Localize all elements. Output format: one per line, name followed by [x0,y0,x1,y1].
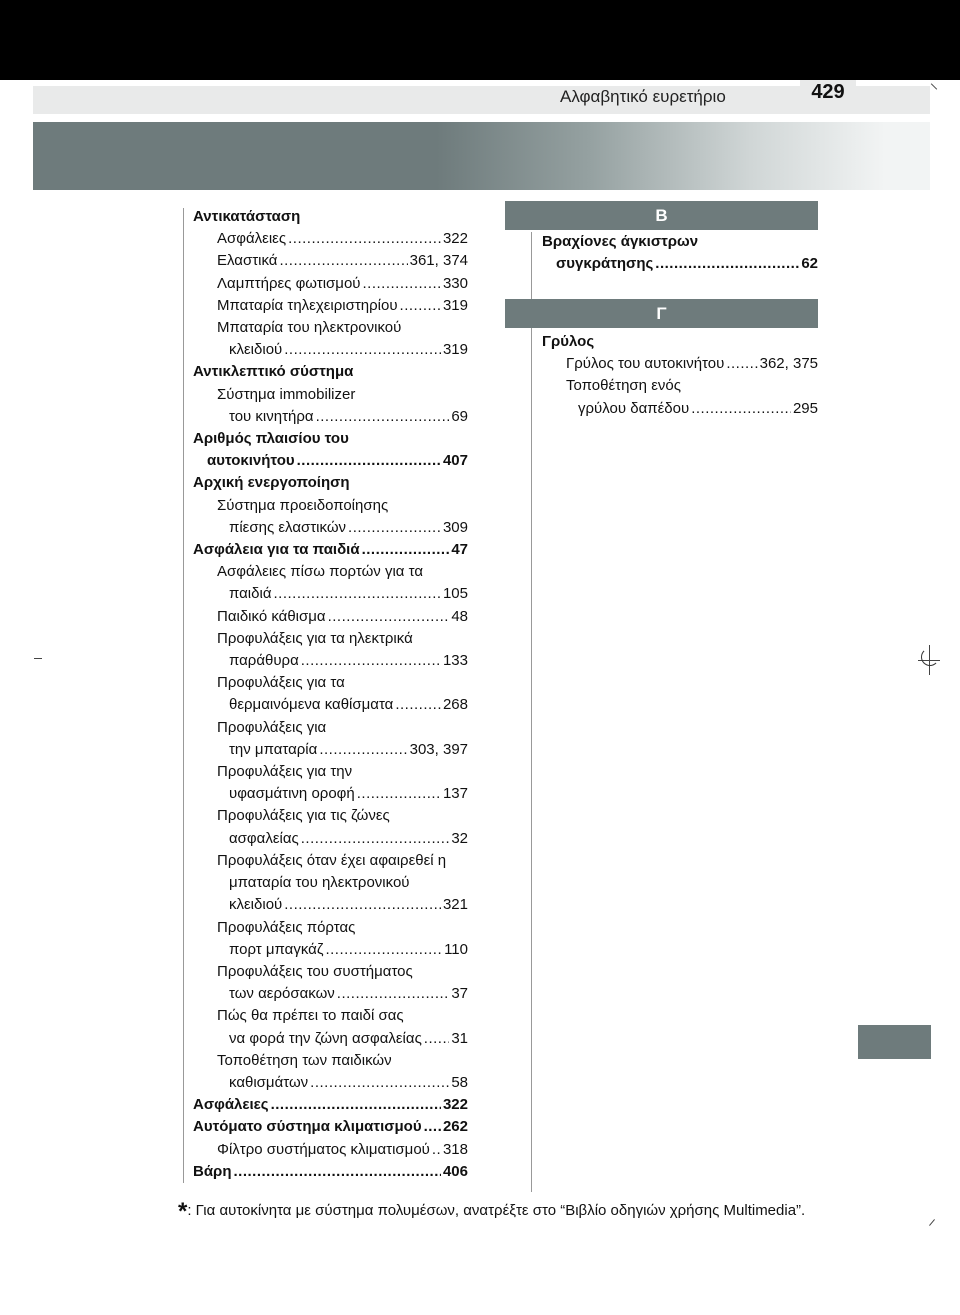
index-entry-text: την μπαταρία [229,740,318,758]
index-entry-text: Βάρη [193,1162,232,1180]
index-entry [193,539,468,561]
index-entry [542,231,818,253]
index-entry-page: 362, 375 [759,355,818,373]
index-entry [229,939,468,961]
index-entry-text: Αυτόματο σύστημα κλιματισμού [193,1118,422,1136]
index-entry [193,1161,468,1183]
index-entry-page: 406 [442,1162,468,1180]
index-entry-page: 268 [442,696,468,714]
index-entry-page: 322 [442,1096,468,1114]
index-entry-page: 321 [442,896,468,914]
crop-mark [929,1219,935,1226]
index-entry [217,961,468,983]
index-entry-text: ασφαλείας [229,829,299,847]
index-entry [229,1028,468,1050]
index-entry-page: 295 [792,399,818,417]
index-entry [217,384,468,406]
index-column-1 [193,206,468,1183]
index-entry [217,917,468,939]
dot-leader [424,1028,450,1050]
index-entry [217,1139,468,1161]
index-entry-text: αυτοκινήτου [207,452,295,470]
index-entry-text: κλειδιού [229,896,283,914]
index-entry-text: Τοποθέτηση ενός [566,377,681,395]
index-entry-page: 31 [451,1029,468,1047]
dot-leader [726,353,757,375]
index-entry-text: Αντικλεπτικό σύστημα [193,363,354,381]
index-entry-text: Ασφάλειες πίσω πορτών για τα [217,563,424,581]
index-entry-text: Ασφάλειες [193,1096,269,1114]
index-entry [229,872,468,894]
index-entry [542,331,818,353]
index-entry [229,650,468,672]
index-entry [217,295,468,317]
page-number: 429 [800,80,856,106]
dot-leader [274,583,441,605]
dot-leader [348,517,441,539]
index-entry-text: να φορά την ζώνη ασφαλείας [229,1029,422,1047]
index-entry-text: καθισμάτων [229,1073,309,1091]
footnote-text: : Για αυτοκίνητα με σύστημα πολυμέσων, ανατρέξτε στο “Βιβλίο οδηγιών χρήσης Multimedia”. [187,1202,806,1219]
index-entry-page: 47 [451,541,468,559]
index-entry-text: Γρύλος του αυτοκινήτου [566,355,725,373]
column-divider-left [183,208,184,1183]
crop-mark [931,83,937,89]
dot-leader [310,1072,449,1094]
index-entry-text: παράθυρα [229,652,299,670]
index-entry [229,983,468,1005]
dot-leader [432,1139,441,1161]
index-entry [207,450,468,472]
index-entry-text: Λαμπτήρες φωτισμού [217,274,361,292]
side-thumb-tab [858,1025,931,1059]
index-entry [217,495,468,517]
index-entry-text: υφασμάτινη οροφή [229,785,355,803]
dot-leader [279,250,407,272]
index-entry [229,694,468,716]
index-entry-page: 105 [442,585,468,603]
index-entry-text: Μπαταρία του ηλεκτρονικού [217,319,402,337]
index-entry-text: Σύστημα immobilizer [217,385,356,403]
footnote-marker: * [178,1198,188,1225]
footnote [178,1198,805,1226]
dot-leader [362,539,450,561]
index-entry [217,250,468,272]
index-entry [193,428,468,450]
index-entry-page: 330 [442,274,468,292]
column-divider-right [531,232,532,1192]
dot-leader [301,828,450,850]
dot-leader [271,1094,441,1116]
index-entry-text: Προφυλάξεις για τα ηλεκτρικά [217,629,413,647]
index-entry-text: Προφυλάξεις όταν έχει αφαιρεθεί η [217,851,447,869]
index-entry-text: Παιδικό κάθισμα [217,607,326,625]
index-entry-page: 133 [442,652,468,670]
dot-leader [301,650,441,672]
index-entry [217,1005,468,1027]
index-entry [193,472,468,494]
dot-leader [234,1161,441,1183]
index-entry [229,339,468,361]
index-entry-text: Τοποθέτηση των παιδικών [217,1051,392,1069]
index-entry [193,1116,468,1138]
index-entry-text: Αντικατάσταση [193,208,301,225]
page-title: Αλφαβητικό ευρετήριο [560,87,726,106]
index-entry-text: Προφυλάξεις για την [217,763,353,781]
top-black-bar [0,0,960,80]
index-entry [217,628,468,650]
index-entry [229,739,468,761]
index-entry-text: Προφυλάξεις για [217,718,327,736]
index-entry [193,1094,468,1116]
dot-leader [363,273,441,295]
section-banner [33,122,930,190]
index-entry-text: παιδιά [229,585,272,603]
index-entry-text: Μπαταρία τηλεχειριστηρίου [217,296,398,314]
index-entry [217,228,468,250]
index-entry-text: γρύλου δαπέδου [578,399,690,417]
index-entry [229,1072,468,1094]
dot-leader [400,295,441,317]
index-section-beta [542,231,818,275]
section-letter-beta: Β [505,201,818,230]
index-entry-page: 319 [442,296,468,314]
index-entry-text: Προφυλάξεις για τα [217,674,345,692]
index-entry [229,783,468,805]
index-entry [217,717,468,739]
index-entry-text: Ασφάλεια για τα παιδιά [193,541,360,559]
index-entry-text: Αριθμός πλαισίου του [193,430,349,448]
index-entry-text: πορτ μπαγκάζ [229,940,324,958]
dot-leader [395,694,441,716]
index-entry-page: 262 [442,1118,468,1136]
index-entry-page: 361, 374 [409,252,468,270]
index-entry [229,894,468,916]
index-entry-page: 48 [451,607,468,625]
dot-leader [655,253,799,275]
dot-leader [325,939,442,961]
index-entry-page: 137 [442,785,468,803]
index-section-gamma [542,331,818,420]
index-entry-text: των αερόσακων [229,985,335,1003]
index-entry-page: 407 [442,452,468,470]
index-entry-page: 309 [442,518,468,536]
index-entry-text: Φίλτρο συστήματος κλιματισμού [217,1140,430,1158]
dot-leader [297,450,441,472]
dot-leader [691,398,791,420]
header-strip [33,86,930,114]
dot-leader [337,983,450,1005]
index-entry-text: Προφυλάξεις για τις ζώνες [217,807,390,825]
index-entry-text: Ασφάλειες [217,230,287,248]
registration-mark [921,648,939,666]
index-entry-page: 58 [451,1073,468,1091]
dot-leader [288,228,441,250]
index-entry-text: Προφυλάξεις του συστήματος [217,962,413,980]
index-entry [217,1050,468,1072]
index-entry [217,805,468,827]
section-letter-gamma: Γ [505,299,818,328]
index-entry [217,561,468,583]
dot-leader [316,406,450,428]
index-entry-page: 37 [451,985,468,1003]
index-entry [193,206,468,228]
index-entry-text: του κινητήρα [229,407,314,425]
dot-leader [319,739,407,761]
dot-leader [284,894,441,916]
index-entry [566,353,818,375]
index-entry-text: μπαταρία του ηλεκτρονικού [229,874,410,892]
index-entry [217,850,468,872]
index-entry-text: πίεσης ελαστικών [229,518,347,536]
index-entry-text: συγκράτησης [556,255,654,273]
index-entry-page: 322 [442,230,468,248]
index-entry-text: κλειδιού [229,341,283,359]
index-entry-page: 318 [442,1140,468,1158]
index-entry [578,398,818,420]
dot-leader [284,339,441,361]
index-entry-page: 319 [442,341,468,359]
dot-leader [357,783,441,805]
index-entry-text: Αρχική ενεργοποίηση [193,474,350,492]
index-entry [217,606,468,628]
index-entry-text: Σύστημα προειδοποίησης [217,496,389,514]
crop-mark [34,658,42,659]
index-entry [229,583,468,605]
index-entry-page: 62 [801,255,818,273]
dot-leader [328,606,450,628]
index-entry [217,672,468,694]
index-entry-page: 32 [451,829,468,847]
index-entry-text: Γρύλος [542,333,595,350]
index-entry-page: 69 [451,407,468,425]
index-entry [229,828,468,850]
index-entry [566,375,818,397]
index-entry-page: 303, 397 [409,740,468,758]
index-entry [229,517,468,539]
index-entry-text: Προφυλάξεις πόρτας [217,918,356,936]
index-entry [229,406,468,428]
index-entry [556,253,818,275]
index-entry [193,361,468,383]
index-entry-text: θερμαινόμενα καθίσματα [229,696,394,714]
index-entry-page: 110 [444,940,468,958]
index-entry [217,273,468,295]
index-entry [217,317,468,339]
index-entry-text: Πώς θα πρέπει το παιδί σας [217,1007,404,1025]
dot-leader [424,1116,441,1138]
index-entry-text: Ελαστικά [217,252,278,270]
index-entry [217,761,468,783]
index-entry-text: Βραχίονες άγκιστρων [542,233,699,250]
